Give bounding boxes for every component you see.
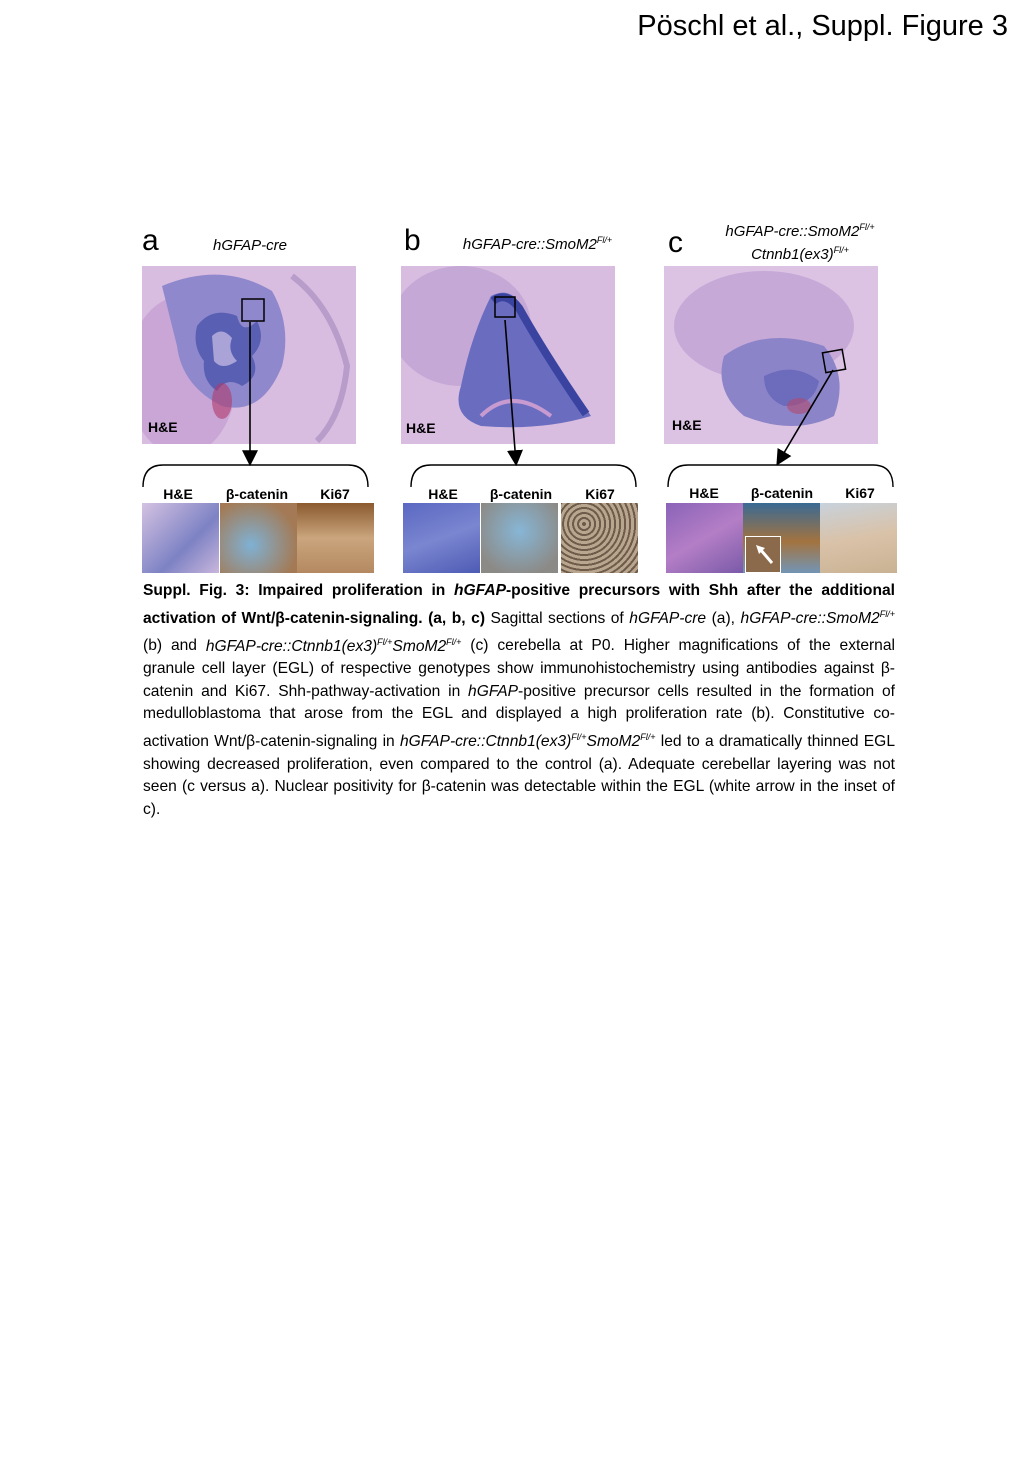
stain-label-a: H&E xyxy=(148,419,178,435)
arrows-and-braces xyxy=(0,0,1024,520)
caption-g1: hGFAP-cre xyxy=(629,609,707,627)
mag-label-ki67-c: Ki67 xyxy=(845,485,875,501)
caption-title-b: -positive precursors with Shh after the additional activation of Wnt/β-catenin-signaling. (a, b, c) xyxy=(143,582,895,627)
thumb-he-b xyxy=(403,503,480,573)
thumb-he-c xyxy=(666,503,743,573)
brace-c xyxy=(668,465,893,487)
zoom-arrow-c xyxy=(778,370,833,463)
thumb-ki67-c xyxy=(820,503,897,573)
thumb-he-a xyxy=(142,503,219,573)
panel-letter-b: b xyxy=(404,224,421,257)
genotype-title-a: hGFAP-cre xyxy=(213,237,287,254)
stain-label-b: H&E xyxy=(406,420,436,436)
mag-label-catenin-c: β-catenin xyxy=(750,485,814,501)
inset-c xyxy=(745,536,781,573)
brace-b xyxy=(411,465,636,487)
caption-s1: Sagittal sections of xyxy=(485,609,630,627)
genotype-title-b: hGFAP-$cre::SmoM2^{Fl/+}$ xyxy=(462,235,613,253)
mag-label-catenin-a: β-catenin xyxy=(225,486,289,502)
caption-s4: (c) cerebella at P0. Higher magnifications of the external granule cell layer (EGL) of respective genotypes show immunohistochemistry using antibodies against β-catenin and Ki67. Shh-pathway-activation in xyxy=(143,637,895,700)
zoom-arrow-b xyxy=(505,320,516,463)
stain-label-c: H&E xyxy=(672,417,702,433)
thumb-catenin-a xyxy=(220,503,297,573)
thumb-catenin-b xyxy=(481,503,558,573)
mag-label-he-a: H&E xyxy=(163,486,193,502)
mag-label-ki67-b: Ki67 xyxy=(585,486,615,502)
panel-letter-a: a xyxy=(142,224,159,257)
figure-header: Pöschl et al., Suppl. Figure 3 xyxy=(637,10,1008,42)
caption-g4: hGFAP xyxy=(468,682,519,700)
caption-title-gene: hGFAP xyxy=(454,582,506,599)
caption-g3: hGFAP-$cre::Ctnnb1(ex3)^{Fl/+}SmoM2^{Fl/+}$ xyxy=(205,636,462,655)
caption-s3: (b) and xyxy=(143,637,206,655)
white-arrow-icon xyxy=(746,537,780,572)
figure-caption xyxy=(143,580,895,822)
mag-label-catenin-b: β-catenin xyxy=(489,486,553,502)
thumb-ki67-b xyxy=(561,503,638,573)
genotype-title-c: hGFAP-$cre::SmoM2^{Fl/+}$ $Ctnnb1(ex3)^{Fl/+}$ xyxy=(725,222,875,263)
caption-title-a: Suppl. Fig. 3: Impaired proliferation in xyxy=(143,582,454,599)
thumb-ki67-a xyxy=(297,503,374,573)
mag-label-he-b: H&E xyxy=(428,486,458,502)
caption-s5: -positive precursor cells resulted in the formation of medulloblastoma that arose from the EGL and displayed a high proliferation rate (b). Constitutive co-activation Wnt/β-catenin-signaling in xyxy=(143,682,896,751)
caption-s6: led to a dramatically thinned EGL showing decreased proliferation, even compared to the control (a). Adequate cerebellar layering was not seen (c versus a). Nuclear positivity for β-catenin was detectable within the EGL (white arrow in the inset of c). xyxy=(143,733,895,818)
mag-label-he-c: H&E xyxy=(689,485,719,501)
caption-g5: hGFAP-$cre::Ctnnb1(ex3)^{Fl/+}SmoM2^{Fl/+}$ xyxy=(399,731,656,751)
thumb-catenin-c xyxy=(743,503,820,573)
caption-s2: (a), xyxy=(706,609,741,627)
brace-a xyxy=(143,465,368,487)
caption-g2: hGFAP-$cre::SmoM2^{Fl/+}$ xyxy=(740,608,895,627)
panel-letter-c: c xyxy=(668,226,683,259)
mag-label-ki67-a: Ki67 xyxy=(320,486,350,502)
